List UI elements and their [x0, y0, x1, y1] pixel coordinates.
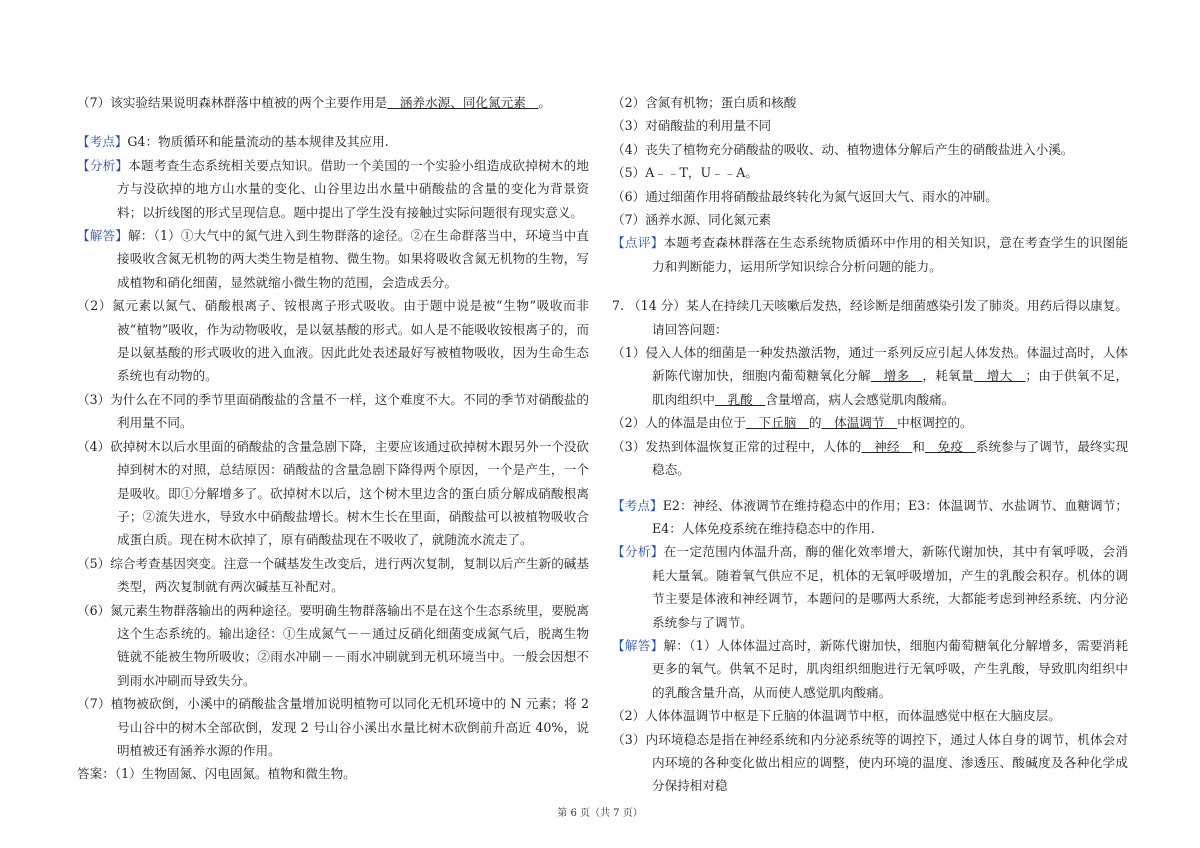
jieda-7 — [612, 634, 1128, 704]
explain-2: （2）氮元素以氮气、硝酸根离子、铵根离子形式吸收。由于题中说是被“生物”吸收而非被“植物”吸收，作为动物吸收，是以氨基酸的形式。如人是不能吸收铵根离子的，而是以氨基酸的形式吸收的进入血液。因此此处表述最好写被植物吸收，因为生命生态系统也有动物的。 — [77, 298, 589, 384]
explain-7-2: （2）人体体温调节中枢是下丘脑的体温调节中枢，而体温感觉中枢在大脑皮层。 — [612, 708, 1061, 724]
explain-7-3: （3）内环境稳态是指在神经系统和内分泌系统等的调控下，通过人体自身的调节，机体会对内环境的各种变化做出相应的调整，使内环境的温度、渗透压、酸碱度及各种化学成分保持相对稳 — [612, 731, 1128, 794]
spacer — [612, 482, 1128, 494]
explain-7: （7）植物被砍倒，小溪中的硝酸盐含量增加说明植物可以同化无机环境中的 N 元素；将 2 号山谷中的树木全部砍倒，发现 2 号山谷小溪出水量比树木砍倒前升高近 40%，说明植被还有涵养水源的作用。 — [77, 696, 589, 758]
answer-2: （2）含氮有机物；蛋白质和核酸 — [612, 95, 797, 110]
q7-1-text-a: （1）侵入人体的细菌是一种发热激活物，通过一系列反应引起人体发热。体温过高时，人体新陈代谢加快，细胞内葡萄糖氧化分解 — [612, 345, 1128, 384]
kaodian-tag: 【考点】 — [77, 134, 128, 150]
answer-3: （3）对硝酸盐的利用量不同 — [612, 118, 772, 134]
q7-3-text-c: 和 — [912, 438, 925, 454]
kaodian-text: E2：神经、体液调节在维持稳态中的作用；E3：体温调节、水盐调节、血糖调节；E4：人体免疫系统在维持稳态中的作用. — [652, 497, 1129, 536]
q7-answer-blank: 涵养水源、同化氮元素 — [387, 95, 539, 110]
q7-end: 。 — [538, 95, 551, 110]
jieda-text: 解：（1）人体体温过高时，新陈代谢加快，细胞内葡萄糖氧化分解增多，需要消耗更多的氧气。供氧不足时，肌肉组织细胞进行无氧呼吸，产生乳酸，导致肌肉组织中的乳酸含量升高，从而使人感觉肌肉酸痛。 — [652, 637, 1129, 700]
q7-1-text-d: ；由于供氧不足，肌肉组织中 — [652, 368, 1129, 407]
kaodian-tag: 【考点】 — [612, 497, 663, 513]
kaodian-7 — [612, 494, 1128, 541]
answer-7: （7）涵养水源、同化氮元素 — [612, 212, 772, 228]
kaodian-text: G4：物质循环和能量流动的基本规律及其应用. — [127, 134, 389, 150]
fenxi-tag: 【分析】 — [77, 157, 129, 173]
question-7-part-2 — [612, 411, 1128, 434]
jieda — [77, 224, 589, 294]
blank-tiwentiaojie: 体温调节 — [821, 415, 898, 431]
kaodian — [77, 130, 589, 153]
dianping-tag: 【点评】 — [612, 235, 664, 251]
blank-xiaqiunao: 下丘脑 — [745, 415, 809, 431]
question-7-part-1 — [612, 341, 1128, 411]
q7-1-text-e: 含量增高，病人会感觉肌肉酸痛。 — [765, 391, 955, 407]
explain-4: （4）砍掉树木以后水里面的硝酸盐的含量急剧下降，主要应该通过砍掉树木跟另外一个没砍掉到树木的对照，总结原因：硝酸盐的含量急剧下降得两个原因，一个是产生，一个是吸收。即①分解增多了。砍掉树木以后，这个树木里边含的蛋白质分解成硝酸根离子；②流失进水，导致水中硝酸盐增长。树木生长在里面，硝酸盐可以被植物吸收合成蛋白质。现在树木砍掉了，原有硝酸盐现在不吸收了，就随流水流走了。 — [77, 438, 589, 548]
fenxi — [77, 154, 589, 224]
explain-5: （5）综合考查基因突变。注意一个碱基发生改变后，进行两次复制，复制以后产生新的碱基类型，两次复制就有两次碱基互补配对。 — [77, 555, 589, 595]
explain-6: （6）氮元素生物群落输出的两种途径。要明确生物群落输出不是在这个生态系统里，要脱离这个生态系统的。输出途径：①生成氮气－－通过反硝化细菌变成氮气后，脱离生物链就不能被生物所吸收；②雨水冲刷－－雨水冲刷就到无机环境当中。一般会因想不到雨水冲刷而导致失分。 — [77, 602, 589, 688]
answer-6: （6）通过细菌作用将硝酸盐最终转化为氮气返回大气、雨水的冲刷。 — [612, 188, 998, 204]
left-column — [77, 91, 589, 786]
q7-text: （7）该实验结果说明森林群落中植被的两个主要作用是 — [77, 95, 388, 110]
fenxi-7 — [612, 540, 1128, 634]
blank-zengduo: 增多 — [870, 368, 923, 384]
q7-1-text-c: ，耗氧量 — [922, 368, 974, 384]
answer-line: 答案：（1）生物固氮、闪电固氮。植物和微生物。 — [77, 766, 356, 782]
q7-3-text-d: 系统参与了调节，最终实现稳态。 — [652, 438, 1129, 478]
q7-line — [77, 91, 589, 114]
q7-3-text-a: （3）发热到体温恢复正常的过程中，人体的 — [612, 438, 862, 454]
blank-zengda: 增大 — [973, 368, 1026, 384]
dianping-text: 本题考查森林群落在生态系统物质循环中作用的相关知识，意在考查学生的识图能力和判断能力，运用所学知识综合分析问题的能力。 — [652, 235, 1129, 274]
q7-2-text-a: （2）人的体温是由位于 — [612, 415, 746, 431]
fenxi-text: 在一定范围内体温升高，酶的催化效率增大，新陈代谢加快，其中有氧呼吸，会消耗大量氧。随着氧气供应不足，机体的无氧呼吸增加，产生的乳酸会积存。机体的调节主要是体液和神经调节，本题问的是哪两大系统，大都能考虑到神经系统、内分泌系统参与了调节。 — [652, 544, 1129, 630]
blank-shenjing: 神经 — [861, 438, 913, 454]
answer-4: （4）丧失了植物充分硝酸盐的吸收、动、植物遗体分解后产生的硝酸盐进入小溪。 — [612, 141, 1074, 157]
jieda-tag: 【解答】 — [77, 228, 129, 244]
jieda-tag: 【解答】 — [612, 637, 664, 653]
question-7-stem: 7. （14 分）某人在持续几天咳嗽后发热，经诊断是细菌感染引发了肺炎。用药后得以康复。请回答问题： — [612, 298, 1128, 337]
spacer — [612, 278, 1128, 294]
spacer — [77, 114, 589, 130]
fenxi-tag: 【分析】 — [612, 544, 664, 560]
blank-rusuan: 乳酸 — [714, 391, 766, 407]
q7-2-text-d: 中枢调控的。 — [897, 415, 973, 431]
answer-5: （5）A﹣﹣T，U﹣﹣A。 — [612, 165, 758, 181]
page-number: 第 6 页（共 7 页） — [557, 808, 643, 819]
question-7-part-3 — [612, 435, 1128, 482]
dianping — [612, 231, 1128, 278]
fenxi-text: 本题考查生态系统相关要点知识。借助一个美国的一个实验小组造成砍掉树木的地方与没砍掉的地方山水量的变化、山谷里边出水量中硝酸盐的含量的变化为背景资料；以折线图的形式呈现信息。题中提出了学生没有接触过实际问题很有现实意义。 — [117, 157, 590, 220]
blank-mianyi: 免疫 — [924, 438, 976, 454]
right-column — [612, 91, 1128, 798]
jieda-text: 解：（1）①大气中的氮气进入到生物群落的途径。②在生命群落当中，环境当中直接吸收含氮无机物的两大类生物是植物、微生物。如果将吸收含氮无机物的生物，写成植物和硝化细菌，显然就缩小微生物的范围，会造成丢分。 — [117, 228, 589, 290]
explain-3: （3）为什么在不同的季节里面硝酸盐的含量不一样，这个难度不大。不同的季节对硝酸盐的利用量不同。 — [77, 391, 589, 431]
q7-2-text-c: 的 — [808, 415, 822, 431]
